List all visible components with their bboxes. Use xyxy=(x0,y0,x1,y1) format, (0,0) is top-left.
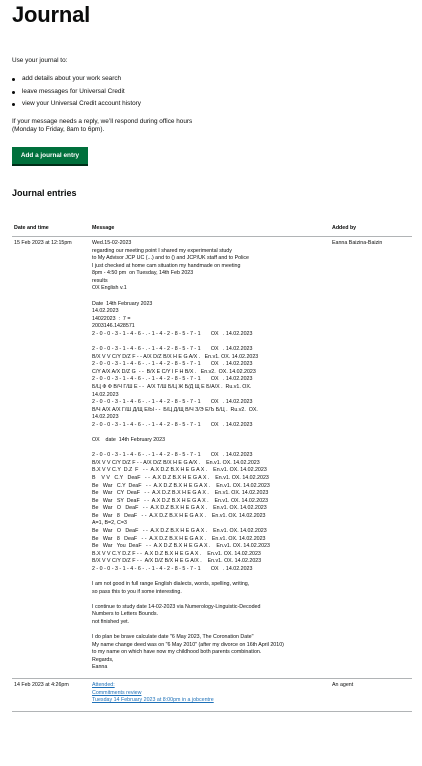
message-line: Be War C.Y DeaF - - A.X D.Z B.X H E G A X . En.v1. OX. 14.02.2023 xyxy=(92,482,270,489)
message-line: OX English v.1 xyxy=(92,285,127,292)
message-line: Be War O DeaF - - A.X D.Z B.X H E G A X . En.v1. OX. 14.02.2023 xyxy=(92,505,267,512)
message-line: I continue to study date 14-02-2023 via Numerology-Linguistic-Decoded xyxy=(92,603,261,610)
message-line: 2 - 0 - 0 - 3 - 1 - 4 - 6 - . - 1 - 4 - 2 - 8 - 5 - 7 - 1 OX . 14.02.2023 xyxy=(92,330,253,337)
message-line xyxy=(92,445,328,453)
table-header-row xyxy=(12,221,412,237)
message-line: OX date 14th February 2023 xyxy=(92,437,166,444)
message-line: I just checked at home cam situation my handmade on meeting xyxy=(92,262,241,269)
message-line: Be War You DeaF - - A.X D.Z B.X H E G A X . En.v1. OX. 14.02.2023 xyxy=(92,543,270,550)
message-line xyxy=(92,596,328,604)
journal-entries-table xyxy=(12,221,412,712)
message-line: 14.02.2023 xyxy=(92,308,119,315)
message-line: regarding our meeting point I shared my experimental study xyxy=(92,247,232,254)
entry-added-by: An agent xyxy=(330,678,412,711)
reply-info-line: (Monday to Friday, 8am to 6pm). xyxy=(12,126,105,134)
appointment-type-link[interactable]: Commitments review xyxy=(92,689,142,696)
message-line: B.X V V C.Y D.Z F - - A.X D.Z B.X H E G A X . En.v1. OX. 14.02.2023 xyxy=(92,550,261,557)
message-line: not finished yet. xyxy=(92,618,130,625)
appointment-status-link[interactable]: Attended: xyxy=(92,681,115,688)
entry-date: 15 Feb 2023 at 12:15pm xyxy=(12,237,90,679)
journal-uses-list xyxy=(12,73,141,111)
message-line xyxy=(92,429,328,437)
message-line: Regards, xyxy=(92,656,114,663)
message-line: Eanna xyxy=(92,664,108,671)
list-item: view your Universal Credit account history xyxy=(12,98,141,111)
message-line xyxy=(92,293,328,301)
message-line: B/X V V C/Y D/Z F - - A/X D/Z B/X H E G A/X . En.v1. OX. 14.02.2023 xyxy=(92,353,259,360)
message-line: Date 14th February 2023 xyxy=(92,300,153,307)
message-line: 14.02.2023 xyxy=(92,414,119,421)
appointment-details-link[interactable]: Tuesday 14 February 2023 at 8:00pm in a jobcentre xyxy=(92,697,214,704)
message-line: 2 - 0 - 0 - 3 - 1 - 4 - 6 - . - 1 - 4 - 2 - 8 - 5 - 7 - 1 OX . 14.02.2023 xyxy=(92,361,253,368)
message-line: Numbers to Letters Bounds. xyxy=(92,611,158,618)
reply-info-line: If your message needs a reply, we’ll respond during office hours xyxy=(12,118,193,125)
entry-added-by: Eanna Baizina-Baizin xyxy=(330,237,412,679)
message-line: 2 - 0 - 0 - 3 - 1 - 4 - 6 - . - 1 - 4 - 2 - 8 - 5 - 7 - 1 OX . 14.02.2023 xyxy=(92,399,253,406)
column-header-date: Date and time xyxy=(12,221,90,237)
entry-message xyxy=(90,237,330,679)
message-line: I am not good in full range English dialects, words, spelling, writing, xyxy=(92,581,250,588)
message-line: to My Advisor JCP UC (...) and to () and JCP/UK staff and to Police xyxy=(92,255,250,262)
message-line: results xyxy=(92,277,108,284)
list-item: leave messages for Universal Credit xyxy=(12,86,141,99)
message-line: Be War SY DeaF - - A.X D.Z B.X H E G A X . En.v1. OX. 14.02.2023 xyxy=(92,497,269,504)
message-line: 2003146.1428571 xyxy=(92,323,135,330)
entry-message-text xyxy=(92,240,328,672)
page-title: Journal xyxy=(12,2,91,27)
message-line: C/Y A/X A/X D/Z G - - B/X E C/Y I F H B/X . En.v2. OX. 14.02.2023 xyxy=(92,368,256,375)
message-line: A=1, B=2, C=3 xyxy=(92,520,127,527)
list-item: add details about your work search xyxy=(12,73,141,86)
message-line: 2 - 0 - 0 - 3 - 1 - 4 - 6 - . - 1 - 4 - 2 - 8 - 5 - 7 - 1 OX . 14.02.2023 xyxy=(92,452,253,459)
message-line xyxy=(92,626,328,634)
message-line: B/X V V C/Y D/Z F - - A/X D/Z B/X H E G A/X . En.v1. OX. 14.02.2023 xyxy=(92,558,262,565)
message-line: B/X V V C/Y D/Z F - - A/X D/Z B/X H E G A/X . En.v1. OX. 14.02.2023 xyxy=(92,459,260,466)
entry-message xyxy=(90,678,330,711)
journal-entries-heading: Journal entries xyxy=(12,188,77,198)
message-line: B V V C.Y DeaF - - A.X D.Z B.X H E G A X . En.v1. OX. 14.02.2023 xyxy=(92,474,269,481)
message-line: Be War O DeaF - - A.X D.Z B.X H E G A X . En.v1. OX. 14.02.2023 xyxy=(92,527,267,534)
message-line: Wed.15-02-2023 xyxy=(92,240,132,246)
message-line: Be War CY DeaF - - A.X D.Z B.X H E G A X . En.v1. OX. 14.02.2023 xyxy=(92,490,269,497)
message-line: Be War 8 DeaF - - A.X D.Z B.X H E G A X . En.v1. OX. 14.02.2023 xyxy=(92,535,266,542)
message-line: to my name on which have now my childhood both parents combination. xyxy=(92,649,262,656)
intro-lead: Use your journal to: xyxy=(12,57,68,64)
entry-date: 14 Feb 2023 at 4:26pm xyxy=(12,678,90,711)
table-row xyxy=(12,237,412,679)
message-line: 14.02.2023 xyxy=(92,391,119,398)
table-row xyxy=(12,678,412,711)
message-line: Б/Ц Ф Ф В/Ч Г/Ш Е - - А/Х Т/Ш Б/Ц Ж Б/Д Щ Е Б/А/Х . Ru.v1. OX. xyxy=(92,383,252,390)
message-line: I do plan be brave calculate date "6 May 2023, The Coronation Date" xyxy=(92,634,254,641)
message-line xyxy=(92,339,328,347)
column-header-added-by: Added by xyxy=(330,221,412,237)
message-line: B.X V V C.Y D.Z F - - A.X D.Z B.X H E G A X . En.v1. OX. 14.02.2023 xyxy=(92,467,267,474)
message-line: My name change deed was on "6 May 2010" (after my divorce on 16th April 2010) xyxy=(92,641,284,648)
message-line: 2 - 0 - 0 - 3 - 1 - 4 - 6 - . - 1 - 4 - 2 - 8 - 5 - 7 - 1 OX . 14.02.2023 xyxy=(92,421,253,428)
message-line: В/Ч А/Х А/Х Г/Ш Д/Щ Е/Ы - - Б/Ц Д/Щ В/Ч З/Э Е/Ъ Б/Ц . Ru.v2. OX. xyxy=(92,406,258,413)
message-line: 8pm - 4:50 pm on Tuesday, 14th Feb 2023 xyxy=(92,270,194,277)
reply-info xyxy=(12,118,272,135)
message-line: 2 - 0 - 0 - 3 - 1 - 4 - 6 - . - 1 - 4 - 2 - 8 - 5 - 7 - 1 OX . 14.02.2023 xyxy=(92,346,253,353)
message-line: so pass this to you if some interesting. xyxy=(92,588,182,595)
message-line: 2 - 0 - 0 - 3 - 1 - 4 - 6 - . - 1 - 4 - 2 - 8 - 5 - 7 - 1 OX . 14.02.2023 xyxy=(92,376,253,383)
message-line: Be War 8 DeaF - - A.X D.Z B.X H E G A X . En.v1. OX. 14.02.2023 xyxy=(92,512,266,519)
message-line: 14022023 : 7 = xyxy=(92,315,131,322)
message-line: 2 - 0 - 0 - 3 - 1 - 4 - 6 - . - 1 - 4 - 2 - 8 - 5 - 7 - 1 OX . 14.02.2023 xyxy=(92,565,253,572)
add-journal-entry-button[interactable]: Add a journal entry xyxy=(12,147,88,164)
message-line xyxy=(92,573,328,581)
column-header-message: Message xyxy=(90,221,330,237)
